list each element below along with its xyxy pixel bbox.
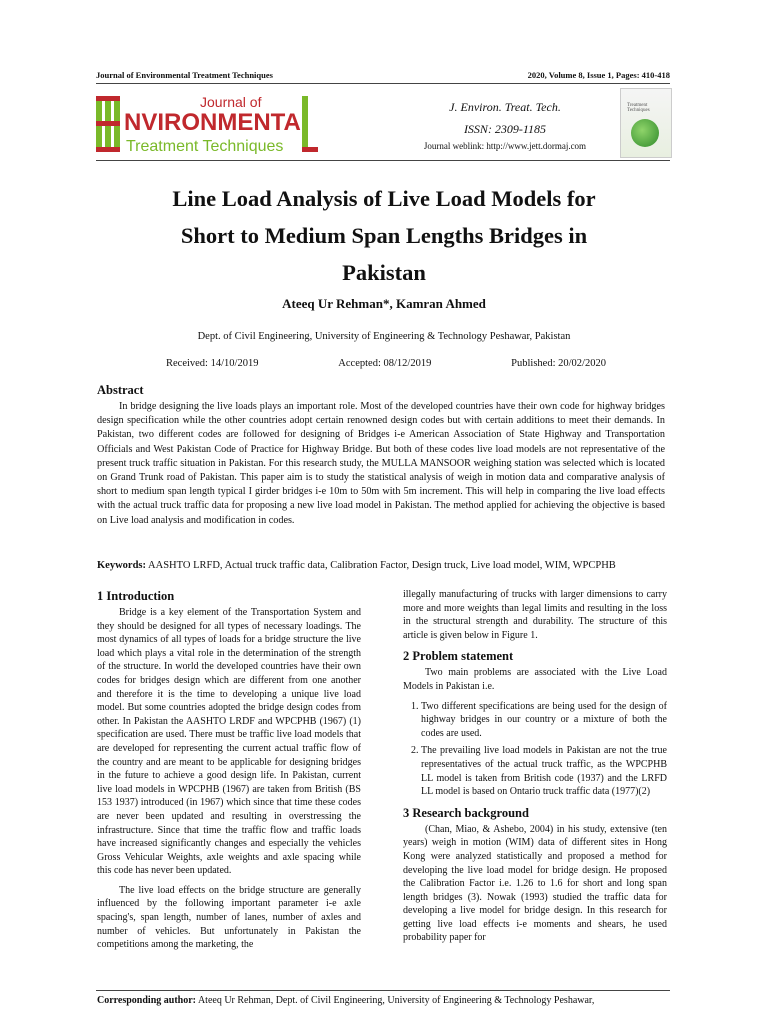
keywords-label: Keywords: <box>97 560 146 571</box>
accepted-date: Accepted: 08/12/2019 <box>338 358 432 369</box>
issue-info: 2020, Volume 8, Issue 1, Pages: 410-418 <box>527 70 670 80</box>
journal-weblink[interactable]: Journal weblink: http://www.jett.dormaj.com <box>423 141 587 151</box>
affiliation: Dept. of Civil Engineering, University of Engineering & Technology Peshawar, Pakistan <box>197 331 571 342</box>
keywords-text: AASHTO LRFD, Actual truck traffic data, Calibration Factor, Design truck, Live load model, WIM, WPCPHB <box>148 560 616 571</box>
cover-text: Treatment Techniques <box>627 103 650 113</box>
journal-meta <box>405 96 605 152</box>
journal-abbrev: J. Environ. Treat. Tech. <box>449 100 561 114</box>
title-line-3: Pakistan <box>342 260 426 285</box>
journal-cover-thumbnail <box>620 88 672 158</box>
running-header <box>96 70 670 80</box>
journal-name-header: Journal of Environmental Treatment Techniques <box>96 70 273 80</box>
abstract <box>97 400 665 528</box>
problem-item-1: 1. Two different specifications are being used for the design of highway bridges in our country or a mixture of both the codes are used. <box>421 700 667 741</box>
introduction-heading: 1 Introduction <box>97 589 175 603</box>
intro-paragraph-2: The live load effects on the bridge structure are generally influenced by the following important parameter i-e axle spacing's, span length, number of lanes, number of axles and number of vehicles. But unfortunately in Pakistan the competitions among the marketing, the <box>97 884 361 951</box>
research-paragraph: (Chan, Miao, & Ashebo, 2004) in his study, extensive (ten years) weigh in motion (WIM) data of different sites in Hong Kong were analyzed statistically and proposed a method for developing the live load model for bridge design. He proposed the Calibration Factor i.e. 1.26 to 1.6 for short and long span length bridges (3). Nowak (1993) studied the traffic data for developing a live model for bridge design. In this research for getting live load effects i-e moments and shears, he used probability paper for <box>403 823 667 944</box>
journal-logo <box>96 92 318 154</box>
logo-text-journal-of: Journal of <box>200 94 262 110</box>
corresponding-label: Corresponding author: <box>97 995 196 1006</box>
left-column <box>97 588 361 958</box>
research-background-heading: 3 Research background <box>403 805 529 820</box>
masthead-rule <box>96 160 670 161</box>
published-date: Published: 20/02/2020 <box>511 358 606 369</box>
problem-list <box>403 700 667 799</box>
right-column <box>403 588 667 951</box>
problem-statement-heading: 2 Problem statement <box>403 649 514 664</box>
problem-intro: Two main problems are associated with the Live Load Models in Pakistan i.e. <box>403 667 667 692</box>
header-rule <box>96 83 670 84</box>
paper-title <box>96 180 672 291</box>
title-line-1: Line Load Analysis of Live Load Models for <box>172 186 596 211</box>
logo-text-nvironmenta: NVIRONMENTA <box>124 109 301 136</box>
received-date: Received: 14/10/2019 <box>166 358 259 369</box>
authors: Ateeq Ur Rehman*, Kamran Ahmed <box>282 296 486 311</box>
problem-item-2: 2. The prevailing live load models in Pakistan are not the true representatives of the actual truck traffic, as the WPCPHB LL model is taken from British code (1937) and the LRFD LL model is based on Ontario truck traffic data (1977)(2) <box>421 744 667 798</box>
article-dates <box>166 358 606 369</box>
corresponding-text: Ateeq Ur Rehman, Dept. of Civil Engineering, University of Engineering & Technology Peshawar, <box>197 995 595 1006</box>
corresponding-author <box>97 995 677 1006</box>
abstract-text: In bridge designing the live loads plays an important role. Most of the developed countries have their own code for highway bridges design specification while the other countries adopt certain renowned design codes but with certain additions to meet their demands. In Pakistan, two different codes are followed for designing of Bridges i-e American Association of State Highway and Transportation Officials and West Pakistan Code of Practice for Highway Bridge. But both of these codes live load models are not representative of the present truck traffic situation in Pakistan. For this research study, the MULLA MANSOOR weighing station was selected which is located on Grand Trunk road of Pakistan. This paper aim is to study the statistical analysis of weigh in motion data and comparative analysis of short to medium span length typical I girder bridges i-e 10m to 50m with 5m increment. This will help in comparing the live load effects with the actual truck traffic data for proposing a new live load model in Pakistan. The method applied for achieving the objective is based on Live load analysis and modification in codes. <box>97 401 665 526</box>
title-line-2: Short to Medium Span Lengths Bridges in <box>180 223 588 248</box>
cover-globe-icon <box>631 119 659 147</box>
keywords <box>97 560 665 571</box>
intro-paragraph-1: Bridge is a key element of the Transportation System and they should be designed for all types of necessary loadings. The most dynamics of all types of loads for a bridge structure the live load which plays a vital role in the determination of the strength of the structure. In world the developed countries have their own codes for bridges design which are different from one another and therefore it is the time to developing a unique live load model. But some countries adopted the bridge design codes from other. In Pakistan the AASHTO LRDF and WPCPHB (1967) (1) specification are used. There must be traffic live load models that are developed for representing the current actual traffic flow of the country and are meant to be applicable for designing bridges in the future to achieve a good design life. In Pakistan, current live load models in WPCPHB (1967) are taken from British (BS 153 1937) introduced (in 1967) which since that time these codes are never been updated and resulting in overstressing the infrastructure. Since that time the traffic flow and traffic loads have increased significantly changes and especially the vehicles Gross Vehicular Weights, axle weights and axle spacing while this code has never been updated. <box>97 607 361 877</box>
logo-text-treatment: Treatment Techniques <box>126 138 284 154</box>
footer-rule <box>96 990 670 991</box>
abstract-heading: Abstract <box>97 383 144 397</box>
intro-continuation: illegally manufacturing of trucks with larger dimensions to carry more and more weights than legal limits and resulting in the loss in the structural strength and durability. The structure of this article is given below in Figure 1. <box>403 589 667 641</box>
journal-issn: ISSN: 2309-1185 <box>463 122 547 136</box>
